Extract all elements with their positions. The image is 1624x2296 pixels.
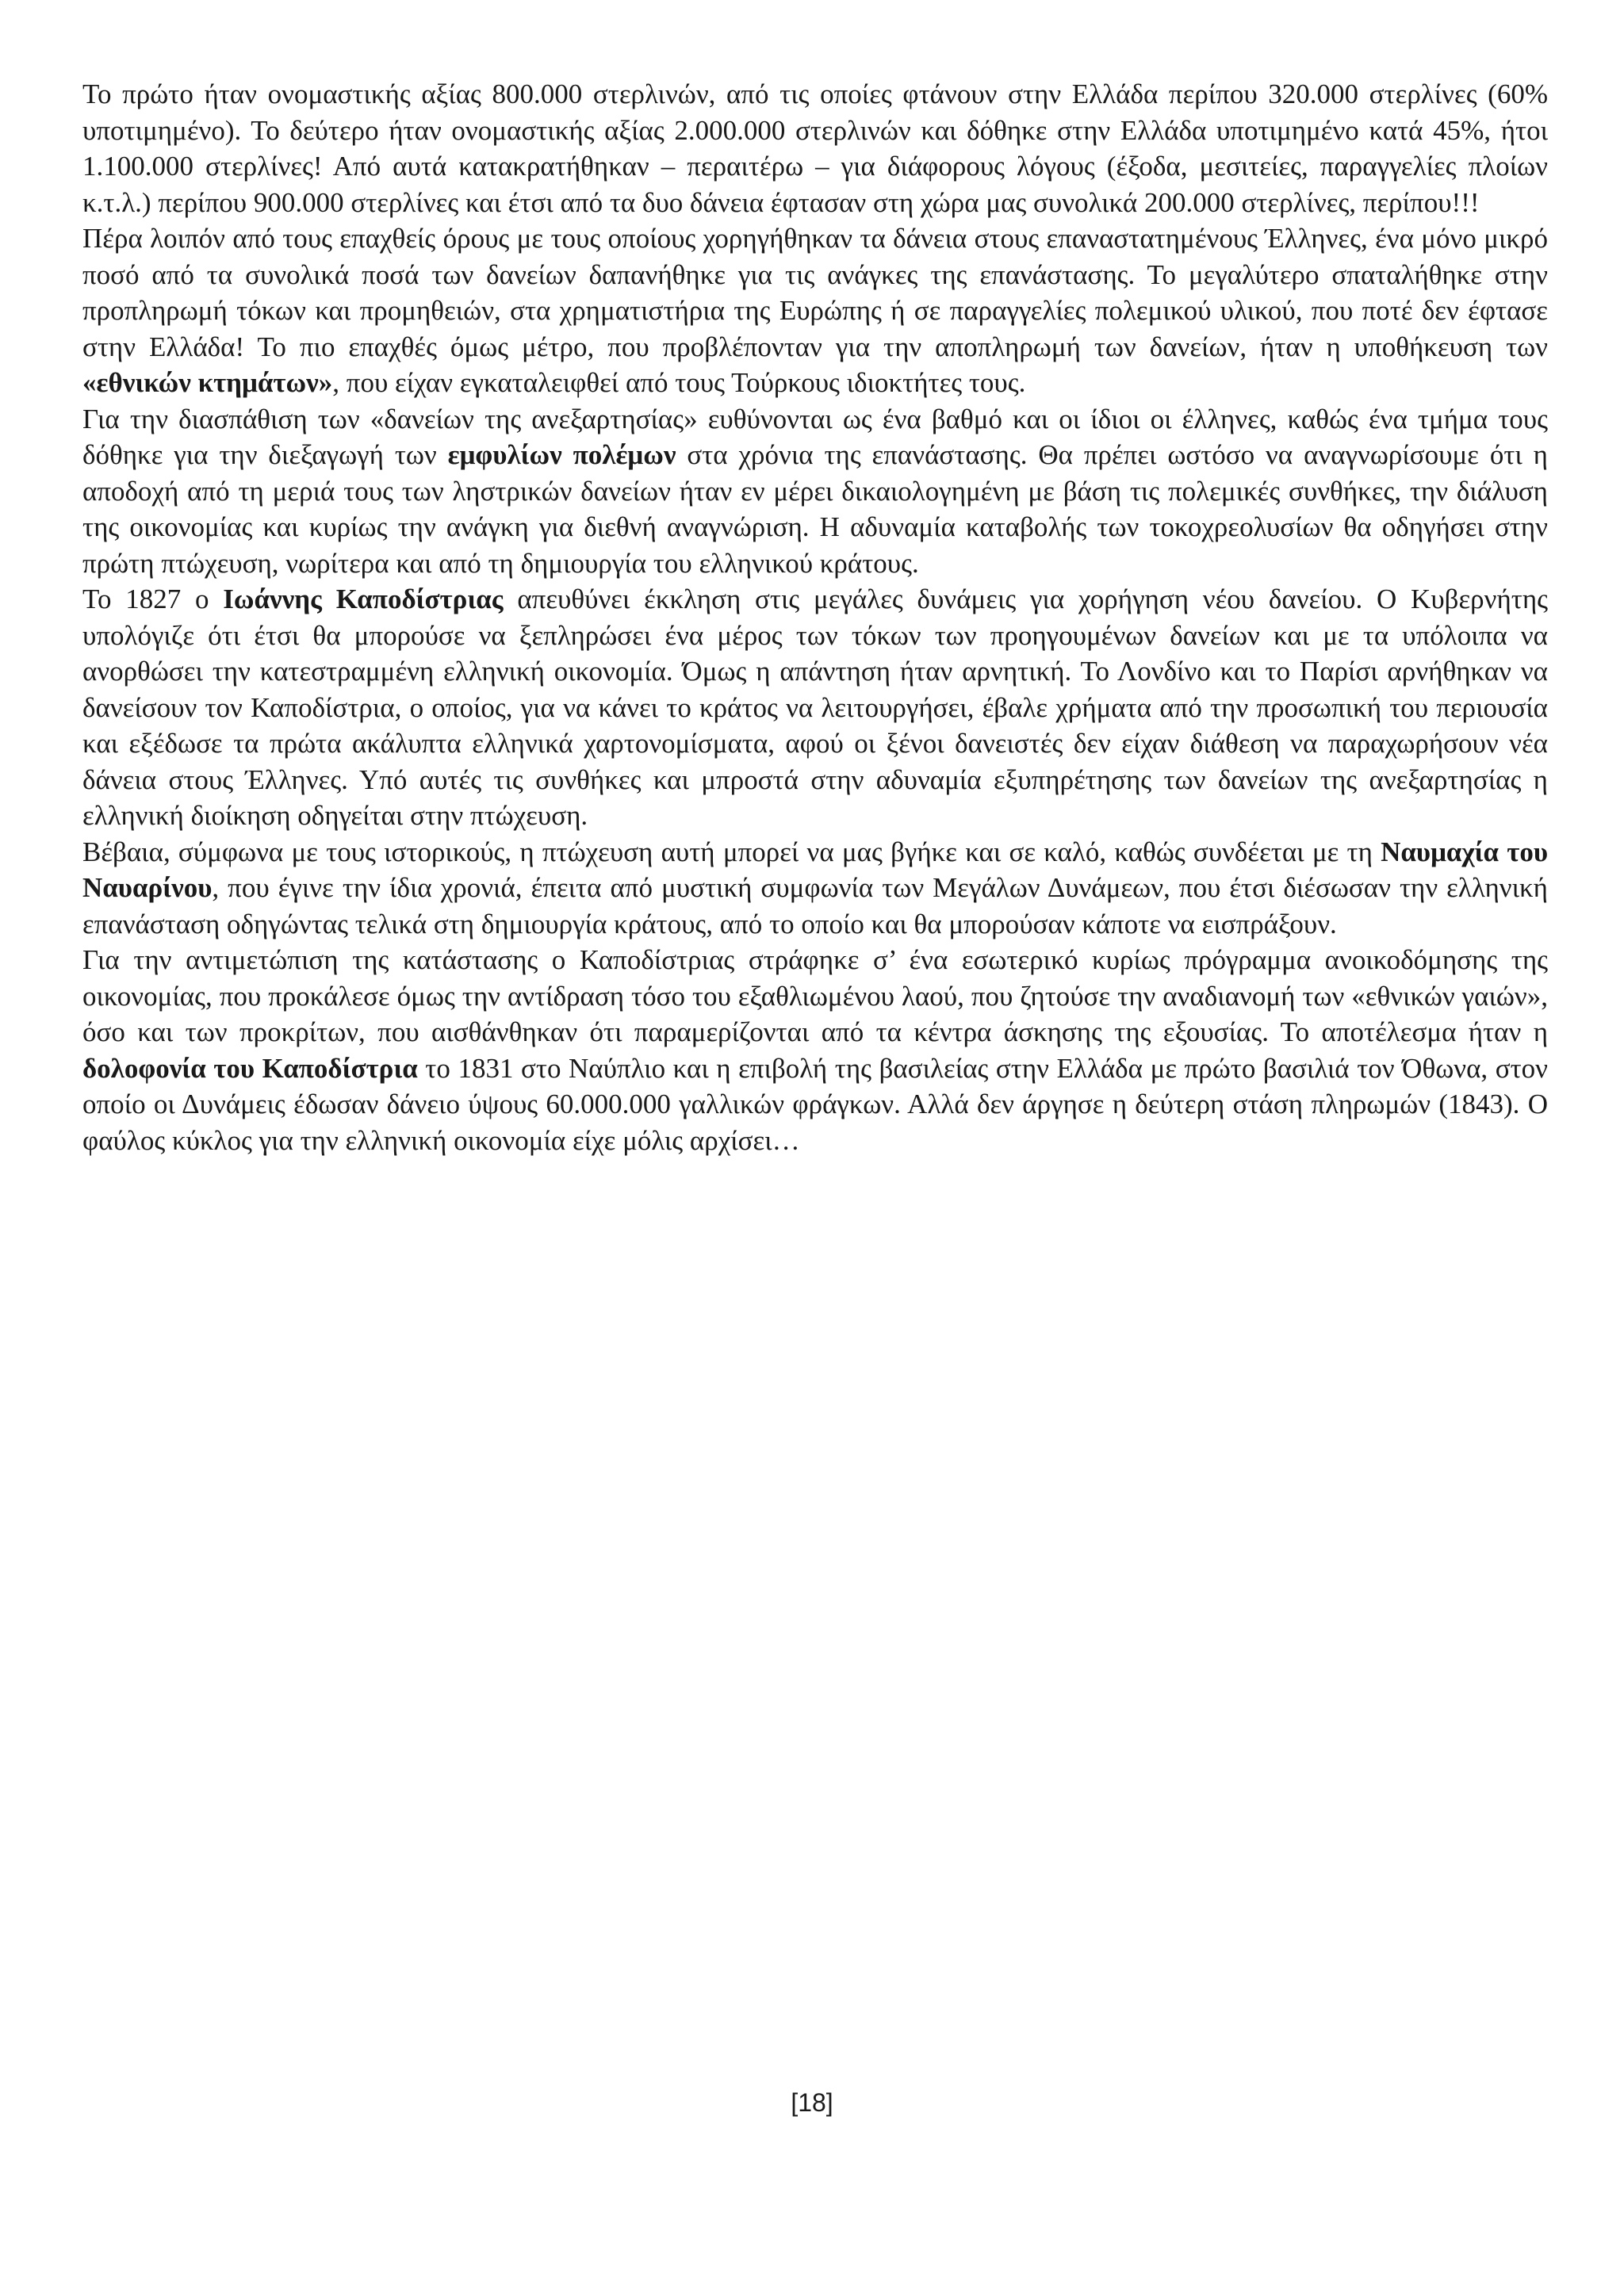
text-run: Πέρα λοιπόν από τους επαχθείς όρους με τους οποίους χορηγήθηκαν τα δάνεια στους επαναστατημένους Έλληνες, ένα μόνο μικρό ποσό από τα συνολικά ποσά των δανείων δαπανήθηκε για τις ανάγκες της επανάστασης. Το μεγαλύτερο σπαταλήθηκε στην προπληρωμή τόκων και προμηθειών, στα χρηματιστήρια της Ευρώπης ή σε παραγγελίες πολεμικού υλικού, που ποτέ δεν έφτασε στην Ελλάδα! Το πιο επαχθές όμως μέτρο, που προβλέπονταν για την αποπληρωμή των δανείων, ήταν η υποθήκευση των: [82, 223, 1548, 362]
text-run: , που είχαν εγκαταλειφθεί από τους Τούρκους ιδιοκτήτες τους.: [332, 367, 1026, 398]
paragraph: [82, 942, 1548, 1158]
bold-text: «εθνικών κτημάτων»: [82, 367, 333, 398]
paragraph: [82, 220, 1548, 401]
bold-text: Ιωάννης Καποδίστριας: [223, 584, 504, 614]
paragraph: [82, 834, 1548, 943]
text-run: Το 1827 ο: [82, 584, 224, 614]
document-body: [82, 76, 1548, 1158]
text-run: Για την διασπάθιση των «δανείων της ανεξαρτησίας» ευθύνονται ως ένα βαθμό και οι ίδιοι οι έλληνες, καθώς ένα τμήμα τους δόθηκε για την διεξαγωγή των: [82, 403, 1548, 470]
paragraph: [82, 401, 1548, 582]
text-run: , που έγινε την ίδια χρονιά, έπειτα από μυστική συμφωνία των Μεγάλων Δυνάμεων, που έτσι διέσωσαν την ελληνική επανάσταση οδηγώντας τελικά στη δημιουργία κράτους, από το οποίο και θα μπορούσαν κάποτε να εισπράξουν.: [82, 872, 1548, 939]
text-run: απευθύνει έκκληση στις μεγάλες δυνάμεις για χορήγηση νέου δανείου. Ο Κυβερνήτης υπολόγιζε ότι έτσι θα μπορούσε να ξεπληρώσει ένα μέρος των τόκων των προηγουμένων δανείων και με τα υπόλοιπα να ανορθώσει την κατεστραμμένη ελληνική οικονομία. Όμως η απάντηση ήταν αρνητική. Το Λονδίνο και το Παρίσι αρνήθηκαν να δανείσουν τον Καποδίστρια, ο οποίος, για να κάνει το κράτος να λειτουργήσει, έβαλε χρήματα από την προσωπική του περιουσία και εξέδωσε τα πρώτα ακάλυπτα ελληνικά χαρτονομίσματα, αφού οι ξένοι δανειστές δεν είχαν διάθεση να παραχωρήσουν νέα δάνεια στους Έλληνες. Υπό αυτές τις συνθήκες και μπροστά στην αδυναμία εξυπηρέτησης των δανείων της ανεξαρτησίας η ελληνική διοίκηση οδηγείται στην πτώχευση.: [82, 584, 1548, 831]
text-run: Για την αντιμετώπιση της κατάστασης ο Καποδίστριας στράφηκε σ’ ένα εσωτερικό κυρίως πρόγραμμα ανοικοδόμησης της οικονομίας, που προκάλεσε όμως την αντίδραση τόσο του εξαθλιωμένου λαού, που ζητούσε την αναδιανομή των «εθνικών γαιών», όσο και των προκρίτων, που αισθάνθηκαν ότι παραμερίζονται από τα κέντρα άσκησης της εξουσίας. Το αποτέλεσμα ήταν η: [82, 944, 1548, 1047]
text-run: στα χρόνια της επανάστασης. Θα πρέπει ωστόσο να αναγνωρίσουμε ότι η αποδοχή από τη μεριά τους των ληστρικών δανείων ήταν εν μέρει δικαιολογημένη με βάση τις πολεμικές συνθήκες, την διάλυση της οικονομίας και κυρίως την ανάγκη για διεθνή αναγνώριση. Η αδυναμία καταβολής των τοκοχρεολυσίων θα οδηγήσει στην πρώτη πτώχευση, νωρίτερα και από τη δημιουργία του ελληνικού κράτους.: [82, 439, 1548, 579]
paragraph: [82, 76, 1548, 220]
bold-text: εμφυλίων πολέμων: [447, 439, 676, 470]
text-run: Βέβαια, σύμφωνα με τους ιστορικούς, η πτώχευση αυτή μπορεί να μας βγήκε και σε καλό, καθώς συνδέεται με τη: [82, 836, 1381, 867]
text-run: Το πρώτο ήταν ονομαστικής αξίας 800.000 στερλινών, από τις οποίες φτάνουν στην Ελλάδα περίπου 320.000 στερλίνες (60% υποτιμημένο). Το δεύτερο ήταν ονομαστικής αξίας 2.000.000 στερλινών και δόθηκε στην Ελλάδα υποτιμημένο κατά 45%, ήτοι 1.100.000 στερλίνες! Από αυτά κατακρατήθηκαν – περαιτέρω – για διάφορους λόγους (έξοδα, μεσιτείες, παραγγελίες πλοίων κ.τ.λ.) περίπου 900.000 στερλίνες και έτσι από τα δυο δάνεια έφτασαν στη χώρα μας συνολικά 200.000 στερλίνες, περίπου!!!: [82, 78, 1548, 218]
bold-text: δολοφονία του Καποδίστρια: [82, 1052, 418, 1084]
page-number: [18]: [791, 2088, 833, 2117]
bold-text: Ναυμαχία του Ναυαρίνου: [82, 836, 1549, 903]
text-run: το 1831 στο Ναύπλιο και η επιβολή της βασιλείας στην Ελλάδα με πρώτο βασιλιά τον Όθωνα, στον οποίο οι Δυνάμεις έδωσαν δάνειο ύψους 60.000.000 γαλλικών φράγκων. Αλλά δεν άργησε η δεύτερη στάση πληρωμών (1843). Ο φαύλος κύκλος για την ελληνική οικονομία είχε μόλις αρχίσει…: [82, 1052, 1548, 1156]
paragraph: [82, 581, 1548, 834]
